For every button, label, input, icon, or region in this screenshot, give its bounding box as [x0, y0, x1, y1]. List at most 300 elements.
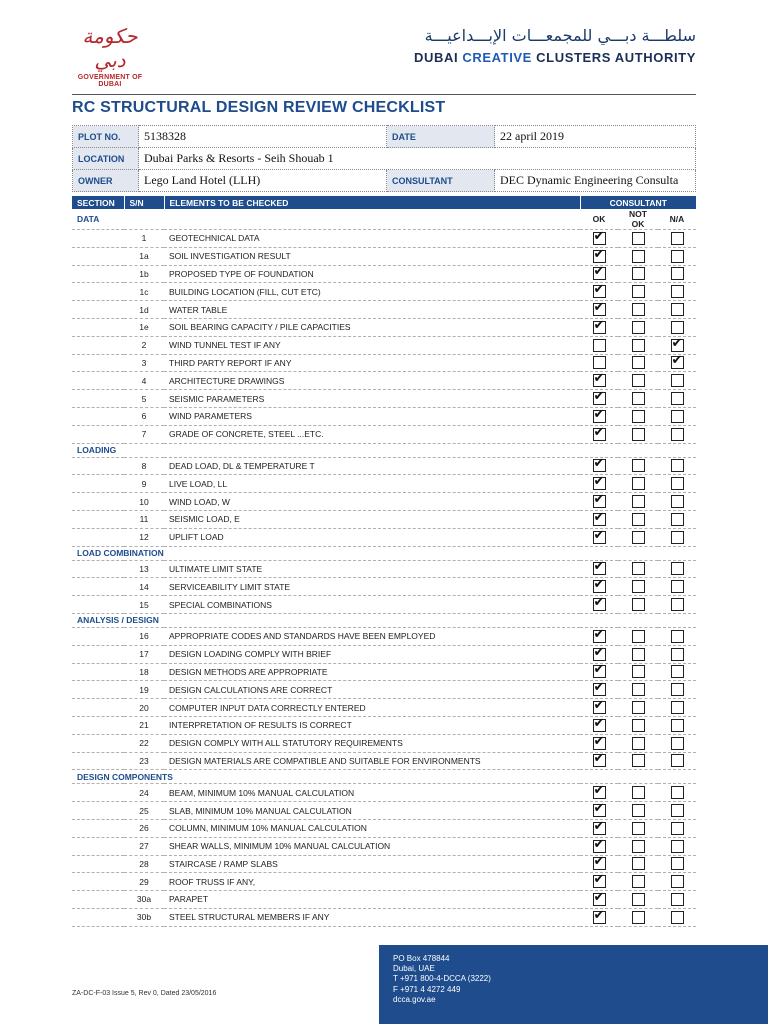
checklist-row	[72, 265, 696, 283]
checklist-row	[72, 699, 696, 717]
dcca-logo-arabic: سلطـــة دبـــي للمجمعـــات الإبـــداعيـــة	[424, 26, 696, 45]
ok-cell	[580, 560, 618, 578]
not-ok-cell	[618, 596, 658, 614]
not-ok-cell	[618, 837, 658, 855]
na-checkbox[interactable]	[671, 665, 684, 678]
ok-checkbox[interactable]	[593, 559, 606, 575]
not-ok-checkbox[interactable]	[632, 356, 645, 369]
section-cell	[72, 354, 124, 372]
check-mark-icon: ✔	[671, 353, 683, 369]
section-cell	[72, 336, 124, 354]
na-cell	[658, 390, 696, 408]
section-cell	[72, 301, 124, 319]
section-name: ANALYSIS / DESIGN	[72, 613, 696, 627]
ok-checkbox[interactable]	[593, 339, 606, 352]
na-cell	[658, 663, 696, 681]
dcca-logo	[414, 26, 696, 65]
not-ok-cell	[618, 318, 658, 336]
check-mark-icon: ✔	[593, 371, 605, 387]
serial-number: 1	[124, 230, 164, 248]
ok-checkbox[interactable]	[593, 733, 606, 750]
check-mark-icon: ✔	[593, 406, 605, 422]
check-mark-icon: ✔	[593, 300, 605, 316]
not-ok-cell	[618, 336, 658, 354]
element-to-check: ULTIMATE LIMIT STATE	[164, 560, 580, 578]
serial-number: 29	[124, 873, 164, 891]
ok-checkbox[interactable]	[593, 509, 606, 526]
na-cell	[658, 681, 696, 699]
ok-checkbox[interactable]	[593, 282, 606, 298]
element-to-check: WIND TUNNEL TEST IF ANY	[164, 336, 580, 354]
checklist-row	[72, 802, 696, 820]
not-ok-checkbox[interactable]	[632, 531, 645, 544]
not-ok-cell	[618, 475, 658, 493]
na-checkbox[interactable]	[671, 786, 684, 799]
serial-number: 24	[124, 784, 164, 802]
serial-number: 18	[124, 663, 164, 681]
element-to-check: LIVE LOAD, LL	[164, 475, 580, 493]
na-checkbox[interactable]	[671, 321, 684, 334]
ok-cell	[580, 752, 618, 770]
ok-checkbox[interactable]	[593, 406, 606, 423]
ok-checkbox[interactable]	[593, 751, 606, 767]
sn-column-header: S/N	[124, 196, 164, 209]
ok-cell	[580, 301, 618, 319]
na-checkbox[interactable]	[671, 410, 684, 423]
element-to-check: WATER TABLE	[164, 301, 580, 319]
ok-cell	[580, 627, 618, 645]
na-checkbox[interactable]	[671, 495, 684, 508]
element-to-check: PROPOSED TYPE OF FOUNDATION	[164, 265, 580, 283]
ok-cell	[580, 819, 618, 837]
checklist-row	[72, 645, 696, 663]
serial-number: 17	[124, 645, 164, 663]
na-checkbox[interactable]	[671, 737, 684, 750]
check-mark-icon: ✔	[671, 335, 683, 351]
na-checkbox[interactable]	[671, 232, 684, 245]
element-to-check: SOIL INVESTIGATION RESULT	[164, 247, 580, 265]
na-checkbox[interactable]	[671, 303, 684, 316]
ok-checkbox[interactable]	[593, 698, 606, 714]
ok-checkbox[interactable]	[593, 356, 606, 369]
serial-number: 25	[124, 802, 164, 820]
checklist-row	[72, 596, 696, 614]
element-to-check: SHEAR WALLS, MINIMUM 10% MANUAL CALCULATION	[164, 837, 580, 855]
ok-checkbox[interactable]	[593, 595, 606, 611]
not-ok-checkbox[interactable]	[632, 374, 645, 387]
check-mark-icon: ✔	[593, 577, 605, 593]
not-ok-checkbox[interactable]	[632, 321, 645, 334]
na-cell	[658, 528, 696, 546]
ok-checkbox[interactable]	[593, 264, 606, 280]
not-ok-checkbox[interactable]	[632, 303, 645, 316]
not-ok-checkbox[interactable]	[632, 630, 645, 643]
serial-number: 7	[124, 425, 164, 443]
na-checkbox[interactable]	[671, 911, 684, 924]
ok-checkbox[interactable]	[593, 300, 606, 316]
section-cell	[72, 596, 124, 614]
check-mark-icon: ✔	[593, 751, 605, 767]
section-name: DATA	[72, 209, 580, 230]
ok-checkbox[interactable]	[593, 644, 606, 661]
check-mark-icon: ✔	[593, 595, 605, 611]
na-checkbox[interactable]	[671, 754, 684, 767]
section-cell	[72, 578, 124, 596]
ok-checkbox[interactable]	[593, 715, 606, 732]
not-ok-cell	[618, 457, 658, 475]
checklist-row	[72, 837, 696, 855]
ok-checkbox[interactable]	[593, 854, 606, 870]
element-to-check: ARCHITECTURE DRAWINGS	[164, 372, 580, 390]
not-ok-column-header	[618, 209, 658, 230]
plot-no-value: 5138328	[139, 126, 387, 148]
checklist-row	[72, 873, 696, 891]
ok-cell	[580, 663, 618, 681]
not-ok-cell	[618, 407, 658, 425]
section-column-header: SECTION	[72, 196, 124, 209]
ok-checkbox[interactable]	[593, 474, 606, 490]
na-checkbox[interactable]	[671, 648, 684, 661]
element-to-check: GEOTECHNICAL DATA	[164, 230, 580, 248]
not-ok-checkbox[interactable]	[632, 822, 645, 835]
contact-website: dcca.gov.ae	[393, 994, 436, 1004]
not-ok-cell	[618, 663, 658, 681]
not-ok-checkbox[interactable]	[632, 857, 645, 870]
not-ok-cell	[618, 908, 658, 926]
checklist-row	[72, 734, 696, 752]
not-ok-checkbox[interactable]	[632, 250, 645, 263]
na-cell	[658, 752, 696, 770]
checklist-row	[72, 855, 696, 873]
date-label: DATE	[387, 126, 495, 148]
ok-checkbox[interactable]	[593, 371, 606, 387]
na-cell	[658, 837, 696, 855]
not-ok-checkbox[interactable]	[632, 477, 645, 490]
not-ok-checkbox[interactable]	[632, 701, 645, 714]
not-ok-checkbox[interactable]	[632, 562, 645, 575]
not-ok-cell	[618, 528, 658, 546]
ok-cell	[580, 645, 618, 663]
checklist-row	[72, 230, 696, 248]
element-to-check: DESIGN METHODS ARE APPROPRIATE	[164, 663, 580, 681]
na-cell	[658, 230, 696, 248]
serial-number: 1b	[124, 265, 164, 283]
section-cell	[72, 819, 124, 837]
element-to-check: SEISMIC LOAD, E	[164, 510, 580, 528]
not-ok-cell	[618, 493, 658, 511]
serial-number: 22	[124, 734, 164, 752]
section-cell	[72, 493, 124, 511]
not-ok-checkbox[interactable]	[632, 267, 645, 280]
check-mark-icon: ✔	[593, 317, 605, 333]
checklist-row	[72, 425, 696, 443]
not-ok-checkbox[interactable]	[632, 875, 645, 888]
section-row	[72, 613, 696, 627]
na-checkbox[interactable]	[671, 285, 684, 298]
section-row	[72, 209, 696, 230]
ok-checkbox[interactable]	[593, 662, 606, 678]
check-mark-icon: ✔	[593, 836, 605, 852]
ok-checkbox[interactable]	[593, 577, 606, 593]
check-mark-icon: ✔	[593, 907, 605, 923]
serial-number: 12	[124, 528, 164, 546]
not-ok-cell	[618, 230, 658, 248]
not-ok-cell	[618, 752, 658, 770]
ok-checkbox[interactable]	[593, 317, 606, 334]
dcca-word-creative: CREATIVE	[462, 50, 532, 65]
ok-checkbox[interactable]	[593, 246, 606, 263]
na-checkbox[interactable]	[671, 428, 684, 441]
location-value: Dubai Parks & Resorts - Seih Shouab 1	[139, 148, 696, 170]
na-checkbox[interactable]	[671, 531, 684, 544]
na-cell	[658, 784, 696, 802]
check-mark-icon: ✔	[593, 644, 605, 660]
checklist-row	[72, 908, 696, 926]
check-mark-icon: ✔	[593, 680, 605, 696]
na-checkbox[interactable]	[671, 392, 684, 405]
not-ok-checkbox[interactable]	[632, 580, 645, 593]
not-ok-checkbox[interactable]	[632, 392, 645, 405]
checklist-row	[72, 752, 696, 770]
not-ok-checkbox[interactable]	[632, 513, 645, 526]
ok-checkbox[interactable]	[593, 889, 606, 906]
ok-cell	[580, 891, 618, 909]
ok-checkbox[interactable]	[593, 783, 606, 799]
serial-number: 27	[124, 837, 164, 855]
na-checkbox[interactable]	[671, 562, 684, 575]
check-mark-icon: ✔	[593, 715, 605, 731]
na-checkbox[interactable]	[671, 598, 684, 611]
ok-cell	[580, 390, 618, 408]
check-mark-icon: ✔	[593, 228, 605, 244]
na-cell	[658, 596, 696, 614]
na-cell	[658, 301, 696, 319]
na-cell	[658, 318, 696, 336]
section-cell	[72, 855, 124, 873]
check-mark-icon: ✔	[593, 801, 605, 816]
header-divider	[72, 94, 696, 95]
not-ok-cell	[618, 354, 658, 372]
checklist-row	[72, 716, 696, 734]
checklist-row	[72, 528, 696, 546]
element-to-check: STAIRCASE / RAMP SLABS	[164, 855, 580, 873]
check-mark-icon: ✔	[593, 698, 605, 714]
not-ok-checkbox[interactable]	[632, 410, 645, 423]
not-ok-checkbox[interactable]	[632, 840, 645, 853]
section-cell	[72, 265, 124, 283]
checklist-row	[72, 354, 696, 372]
ok-cell	[580, 578, 618, 596]
serial-number: 30b	[124, 908, 164, 926]
ok-cell	[580, 493, 618, 511]
not-ok-checkbox[interactable]	[632, 804, 645, 817]
serial-number: 21	[124, 716, 164, 734]
na-checkbox[interactable]	[671, 353, 684, 369]
na-checkbox[interactable]	[671, 580, 684, 593]
check-mark-icon: ✔	[593, 282, 605, 298]
na-cell	[658, 802, 696, 820]
ok-cell	[580, 837, 618, 855]
not-ok-checkbox[interactable]	[632, 428, 645, 441]
na-checkbox[interactable]	[671, 822, 684, 835]
section-cell	[72, 318, 124, 336]
not-ok-checkbox[interactable]	[632, 648, 645, 661]
not-ok-cell	[618, 699, 658, 717]
na-checkbox[interactable]	[671, 459, 684, 472]
na-checkbox[interactable]	[671, 477, 684, 490]
not-ok-checkbox[interactable]	[632, 719, 645, 732]
element-to-check: STEEL STRUCTURAL MEMBERS IF ANY	[164, 908, 580, 926]
section-cell	[72, 734, 124, 752]
checklist-row	[72, 475, 696, 493]
not-ok-checkbox[interactable]	[632, 911, 645, 924]
section-row	[72, 546, 696, 560]
section-row	[72, 770, 696, 784]
na-checkbox[interactable]	[671, 875, 684, 888]
ok-checkbox[interactable]	[593, 492, 606, 508]
element-to-check: APPROPRIATE CODES AND STANDARDS HAVE BEEN EMPLOYED	[164, 627, 580, 645]
na-cell	[658, 407, 696, 425]
na-cell	[658, 891, 696, 909]
na-checkbox[interactable]	[671, 335, 684, 352]
na-checkbox[interactable]	[671, 857, 684, 870]
serial-number: 16	[124, 627, 164, 645]
section-cell	[72, 457, 124, 475]
elements-column-header: ELEMENTS TO BE CHECKED	[164, 196, 580, 209]
not-ok-checkbox[interactable]	[632, 285, 645, 298]
not-ok-checkbox[interactable]	[632, 786, 645, 799]
checklist-row	[72, 301, 696, 319]
contact-city: Dubai, UAE	[393, 964, 435, 974]
ok-cell	[580, 336, 618, 354]
ok-cell	[580, 247, 618, 265]
ok-checkbox[interactable]	[593, 680, 606, 696]
section-cell	[72, 560, 124, 578]
ok-cell	[580, 596, 618, 614]
ok-cell	[580, 734, 618, 752]
ok-cell	[580, 265, 618, 283]
not-ok-checkbox[interactable]	[632, 737, 645, 750]
na-column-header: N/A	[658, 209, 696, 230]
checklist-row	[72, 283, 696, 301]
na-checkbox[interactable]	[671, 374, 684, 387]
ok-checkbox[interactable]	[593, 818, 606, 835]
check-mark-icon: ✔	[593, 818, 605, 834]
na-checkbox[interactable]	[671, 250, 684, 263]
ok-checkbox[interactable]	[593, 527, 606, 544]
element-to-check: DEAD LOAD, DL & TEMPERATURE T	[164, 457, 580, 475]
section-cell	[72, 908, 124, 926]
check-mark-icon: ✔	[593, 246, 605, 262]
checklist-row	[72, 336, 696, 354]
ok-checkbox[interactable]	[593, 626, 606, 643]
ok-cell	[580, 283, 618, 301]
not-ok-cell	[618, 873, 658, 891]
element-to-check: DESIGN CALCULATIONS ARE CORRECT	[164, 681, 580, 699]
checklist-table	[72, 196, 696, 927]
ok-checkbox[interactable]	[593, 872, 606, 888]
section-name: LOAD COMBINATION	[72, 546, 696, 560]
section-cell	[72, 784, 124, 802]
ok-checkbox[interactable]	[593, 907, 606, 924]
not-ok-checkbox[interactable]	[632, 495, 645, 508]
section-cell	[72, 510, 124, 528]
section-cell	[72, 425, 124, 443]
contact-fax: F +971 4 4272 449	[393, 984, 461, 994]
check-mark-icon: ✔	[593, 626, 605, 642]
check-mark-icon: ✔	[593, 474, 605, 490]
serial-number: 2	[124, 336, 164, 354]
na-checkbox[interactable]	[671, 267, 684, 280]
not-ok-checkbox[interactable]	[632, 339, 645, 352]
ok-cell	[580, 475, 618, 493]
not-ok-label: NOT OK	[629, 209, 647, 229]
owner-label: OWNER	[73, 170, 139, 192]
serial-number: 9	[124, 475, 164, 493]
check-mark-icon: ✔	[593, 456, 605, 472]
na-checkbox[interactable]	[671, 804, 684, 817]
ok-checkbox[interactable]	[593, 424, 606, 441]
not-ok-cell	[618, 784, 658, 802]
checklist-row	[72, 663, 696, 681]
not-ok-checkbox[interactable]	[632, 665, 645, 678]
element-to-check: WIND PARAMETERS	[164, 407, 580, 425]
ok-checkbox[interactable]	[593, 228, 606, 245]
ok-checkbox[interactable]	[593, 836, 606, 853]
check-mark-icon: ✔	[593, 559, 605, 575]
section-cell	[72, 752, 124, 770]
ok-cell	[580, 855, 618, 873]
na-cell	[658, 457, 696, 475]
ok-cell	[580, 528, 618, 546]
not-ok-checkbox[interactable]	[632, 893, 645, 906]
na-cell	[658, 354, 696, 372]
na-checkbox[interactable]	[671, 513, 684, 526]
ok-cell	[580, 510, 618, 528]
na-checkbox[interactable]	[671, 683, 684, 696]
ok-cell	[580, 681, 618, 699]
na-cell	[658, 627, 696, 645]
serial-number: 8	[124, 457, 164, 475]
not-ok-checkbox[interactable]	[632, 754, 645, 767]
ok-checkbox[interactable]	[593, 389, 606, 405]
na-checkbox[interactable]	[671, 893, 684, 906]
section-cell	[72, 873, 124, 891]
element-to-check: SPECIAL COMBINATIONS	[164, 596, 580, 614]
element-to-check: COMPUTER INPUT DATA CORRECTLY ENTERED	[164, 699, 580, 717]
not-ok-checkbox[interactable]	[632, 232, 645, 245]
na-checkbox[interactable]	[671, 719, 684, 732]
gov-logo-arabic: حكومة دبي	[82, 24, 138, 72]
not-ok-checkbox[interactable]	[632, 459, 645, 472]
na-checkbox[interactable]	[671, 630, 684, 643]
not-ok-checkbox[interactable]	[632, 683, 645, 696]
na-checkbox[interactable]	[671, 701, 684, 714]
not-ok-cell	[618, 645, 658, 663]
dcca-word-clusters-authority: CLUSTERS AUTHORITY	[531, 50, 696, 65]
owner-value: Lego Land Hotel (LLH)	[139, 170, 387, 192]
na-checkbox[interactable]	[671, 840, 684, 853]
not-ok-cell	[618, 855, 658, 873]
not-ok-checkbox[interactable]	[632, 598, 645, 611]
ok-checkbox[interactable]	[593, 801, 606, 817]
serial-number: 23	[124, 752, 164, 770]
na-cell	[658, 372, 696, 390]
check-mark-icon: ✔	[593, 872, 605, 888]
ok-checkbox[interactable]	[593, 456, 606, 472]
na-cell	[658, 493, 696, 511]
check-mark-icon: ✔	[593, 889, 605, 905]
